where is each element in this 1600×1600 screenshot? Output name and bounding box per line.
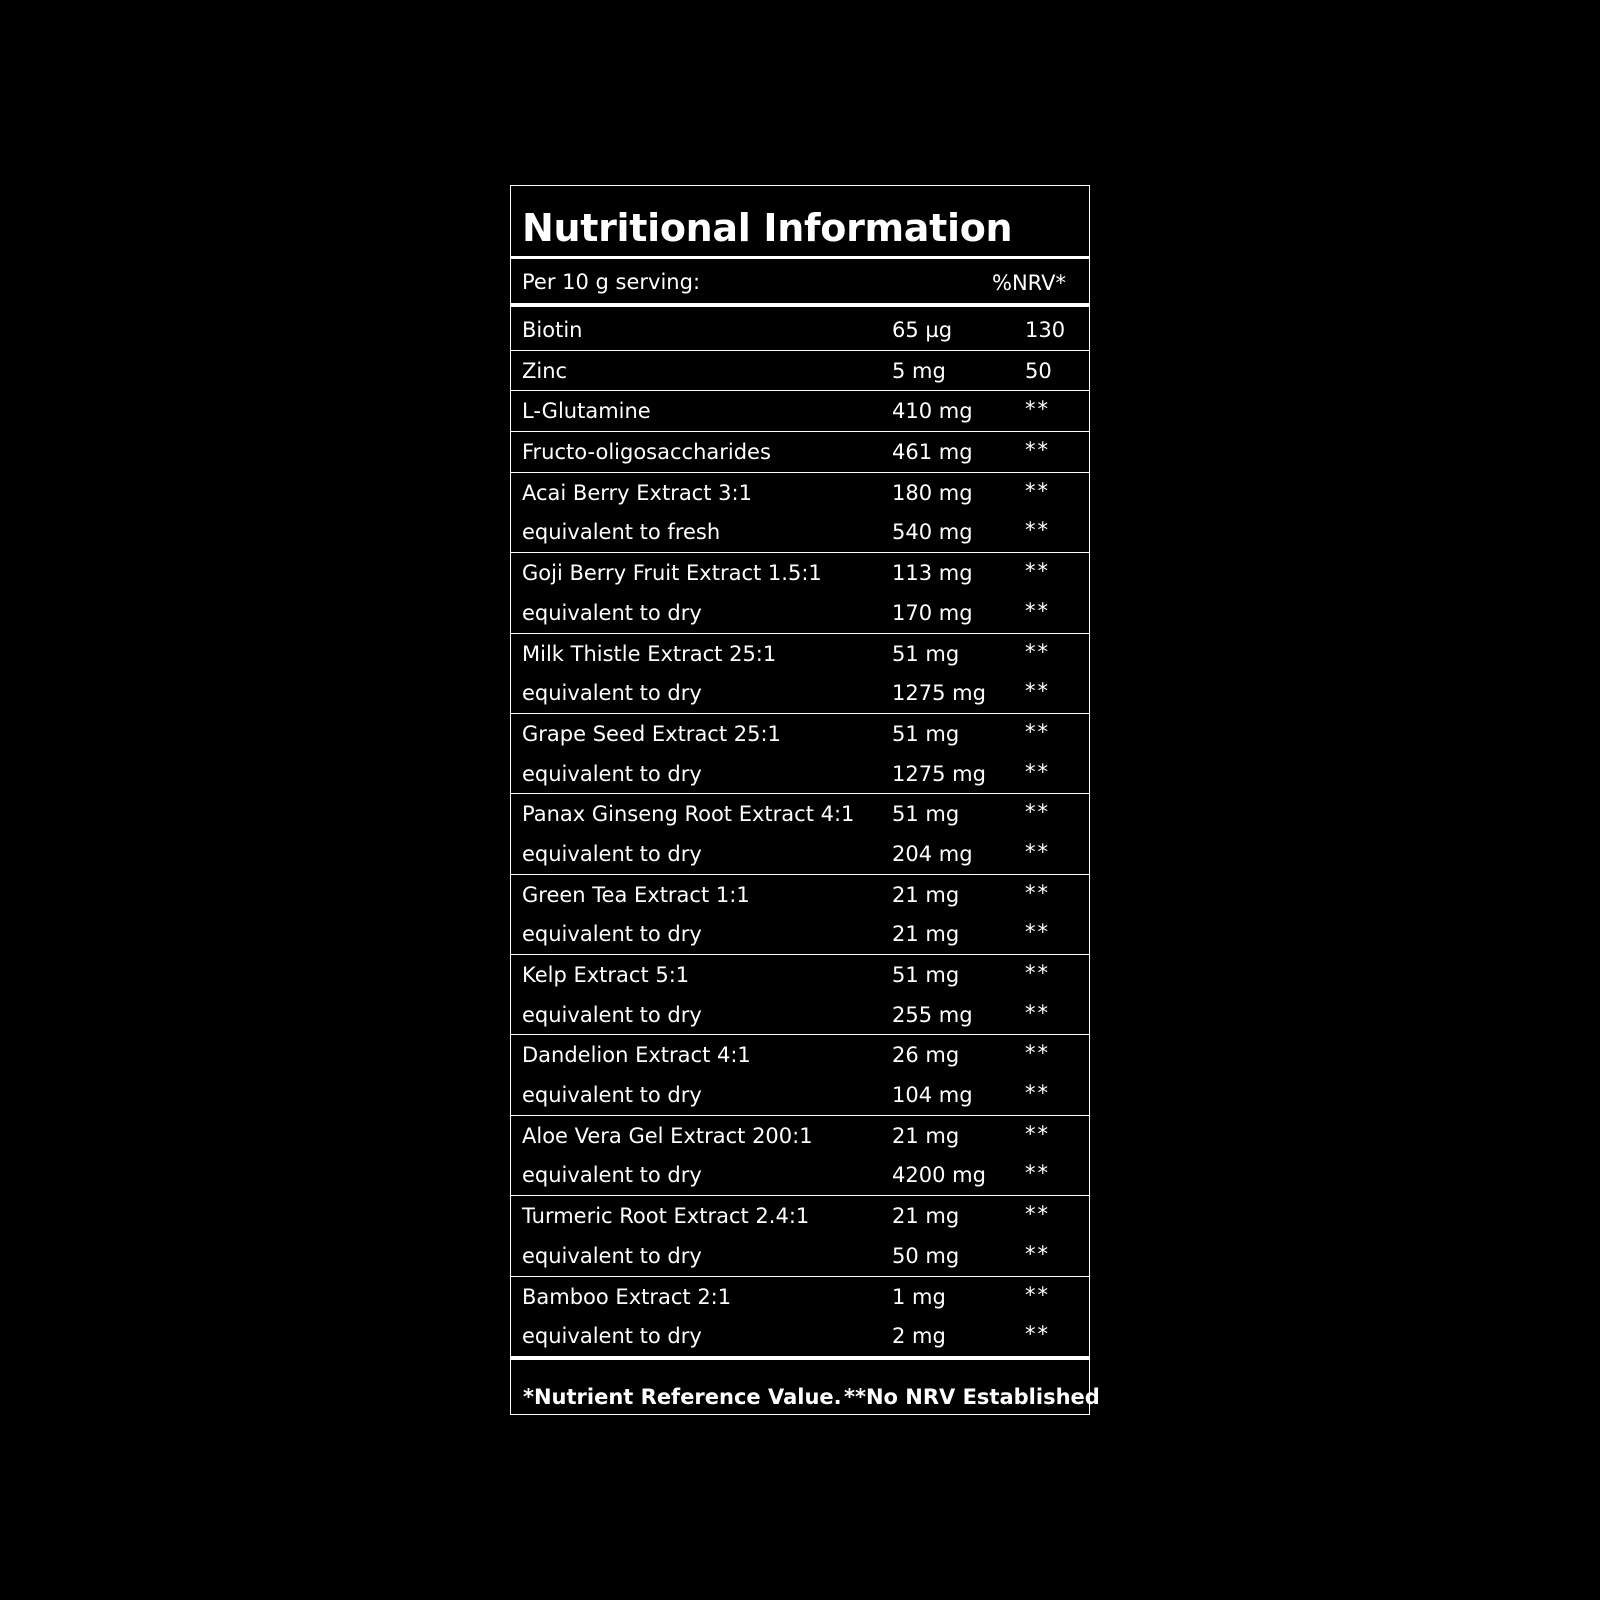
nutrient-row [511,432,1089,473]
nutrient-nrv: ** [1025,438,1050,463]
nutrient-nrv: ** [1025,800,1050,825]
nutrient-amount: 2 mg [892,1324,946,1349]
nutrient-nrv: ** [1025,1081,1050,1106]
nutrient-line [511,391,1089,431]
nutrient-amount: 1275 mg [892,761,986,786]
nutrient-line [511,351,1089,391]
nutrient-amount: 51 mg [892,963,960,987]
nutrient-amount: 21 mg [892,1123,960,1148]
nutrient-nrv: ** [1025,880,1050,905]
nutrient-name: Milk Thistle Extract 25:1 [522,641,777,666]
nutrient-nrv: 50 [1025,358,1052,383]
nutrient-nrv: ** [1025,518,1050,543]
nutrient-name: equivalent to dry [522,1002,702,1027]
nutrient-line [511,553,1089,593]
nutrient-row [511,473,1089,553]
nutrient-nrv: ** [1025,1282,1050,1307]
footnote-nrv: *Nutrient Reference Value. [523,1384,842,1409]
nutrient-amount: 51 mg [892,802,960,827]
nutrient-line [511,473,1089,513]
nutrient-amount: 26 mg [892,1043,960,1068]
nutrient-amount: 113 mg [892,561,973,586]
nutrient-amount: 461 mg [892,440,973,465]
nutrient-amount: 21 mg [892,882,960,907]
nutrient-row [511,714,1089,794]
nutrient-nrv: ** [1025,1322,1050,1347]
nutrient-name: Green Tea Extract 1:1 [522,882,750,907]
equivalent-line [511,1075,1089,1115]
nutrient-amount: 170 mg [892,600,973,625]
nutrient-name: Grape Seed Extract 25:1 [522,721,781,746]
nutrient-row [511,1196,1089,1276]
nutrient-amount: 410 mg [892,399,973,424]
nutrient-row [511,553,1089,633]
footer-notes [511,1360,1100,1436]
nutrient-row [511,875,1089,955]
nutrient-nrv: ** [1025,759,1050,784]
nutrient-amount: 5 mg [892,358,946,383]
serving-label: Per 10 g serving: [522,270,701,294]
footnote-no-nrv: **No NRV Established [844,1384,1100,1409]
nutrition-panel [510,185,1100,1415]
panel-title: Nutritional Information [511,186,1089,259]
equivalent-line [511,914,1089,954]
nutrient-amount: 1 mg [892,1284,946,1309]
nutrient-name: Bamboo Extract 2:1 [522,1284,732,1309]
nutrient-line [511,714,1089,754]
nrv-header: %NRV* [992,271,1066,295]
nutrient-line [511,794,1089,834]
nutrient-name: Zinc [522,358,568,383]
nutrient-nrv: ** [1025,1000,1050,1025]
nutrient-amount: 180 mg [892,480,973,505]
nutrient-line [511,875,1089,915]
nutrient-name: equivalent to dry [522,1083,702,1108]
nutrient-nrv: ** [1025,1241,1050,1266]
nutrient-row [511,1116,1089,1196]
nutrient-name: equivalent to fresh [522,520,721,545]
nutrient-nrv: ** [1025,397,1050,422]
nutrient-row [511,1277,1089,1356]
nutrient-name: Fructo-oligosaccharides [522,440,771,465]
nutrient-row [511,794,1089,874]
equivalent-line [511,1316,1089,1356]
nutrient-nrv: ** [1025,1161,1050,1186]
nutrient-line [511,1277,1089,1317]
nutrient-amount: 21 mg [892,1204,960,1229]
serving-header [511,262,1089,307]
nutrient-name: Biotin [522,318,583,342]
nutrient-amount: 4200 mg [892,1163,986,1188]
nutrient-name: equivalent to dry [522,600,702,625]
nutrient-name: Acai Berry Extract 3:1 [522,480,752,505]
equivalent-line [511,754,1089,794]
nutrient-nrv: ** [1025,679,1050,704]
nutrient-row [511,351,1089,392]
nutrient-nrv: ** [1025,961,1050,985]
nutrient-name: equivalent to dry [522,681,702,706]
equivalent-line [511,593,1089,633]
nutrient-nrv: ** [1025,920,1050,945]
nutrient-amount: 21 mg [892,922,960,947]
nutrient-nrv: ** [1025,1121,1050,1146]
equivalent-line [511,1155,1089,1195]
nutrient-nrv: ** [1025,839,1050,864]
nutrient-name: equivalent to dry [522,922,702,947]
nutrient-row [511,634,1089,714]
nutrient-nrv: ** [1025,598,1050,623]
nutrient-nrv: ** [1025,1041,1050,1066]
nutrient-name: equivalent to dry [522,1163,702,1188]
nutrient-amount: 104 mg [892,1083,973,1108]
nutrient-line [511,310,1089,350]
nutrient-nrv: 130 [1025,318,1066,342]
nutrient-amount: 65 µg [892,318,953,342]
nutrient-name: L-Glutamine [522,399,651,424]
equivalent-line [511,834,1089,874]
nutrient-row [511,310,1089,351]
nutrient-row [511,1035,1089,1115]
nutrient-table [511,310,1089,1356]
nutrient-nrv: ** [1025,1202,1050,1227]
nutrient-name: equivalent to dry [522,1243,702,1268]
nutrient-line [511,432,1089,472]
nutrient-amount: 540 mg [892,520,973,545]
nutrient-row [511,955,1089,1035]
equivalent-line [511,1236,1089,1276]
nutrient-nrv: ** [1025,719,1050,744]
nutrient-name: Panax Ginseng Root Extract 4:1 [522,802,855,827]
nutrient-name: Goji Berry Fruit Extract 1.5:1 [522,561,822,586]
nutrient-nrv: ** [1025,478,1050,503]
equivalent-line [511,673,1089,713]
nutrient-amount: 51 mg [892,721,960,746]
nutrient-amount: 204 mg [892,841,973,866]
nutrient-line [511,634,1089,674]
nutrient-amount: 1275 mg [892,681,986,706]
nutrient-name: Dandelion Extract 4:1 [522,1043,751,1068]
nutrient-nrv: ** [1025,559,1050,584]
nutrient-amount: 255 mg [892,1002,973,1027]
nutrient-amount: 50 mg [892,1243,960,1268]
nutrient-name: equivalent to dry [522,841,702,866]
nutrient-name: Aloe Vera Gel Extract 200:1 [522,1123,813,1148]
nutrient-line [511,1196,1089,1236]
nutrient-line [511,955,1089,995]
nutrient-line [511,1035,1089,1075]
nutrient-name: Kelp Extract 5:1 [522,963,690,987]
nutrient-name: Turmeric Root Extract 2.4:1 [522,1204,810,1229]
nutrient-name: equivalent to dry [522,1324,702,1349]
equivalent-line [511,995,1089,1035]
equivalent-line [511,512,1089,552]
nutrient-row [511,391,1089,432]
nutrient-nrv: ** [1025,639,1050,664]
nutrient-amount: 51 mg [892,641,960,666]
nutrient-name: equivalent to dry [522,761,702,786]
nutrient-line [511,1116,1089,1156]
